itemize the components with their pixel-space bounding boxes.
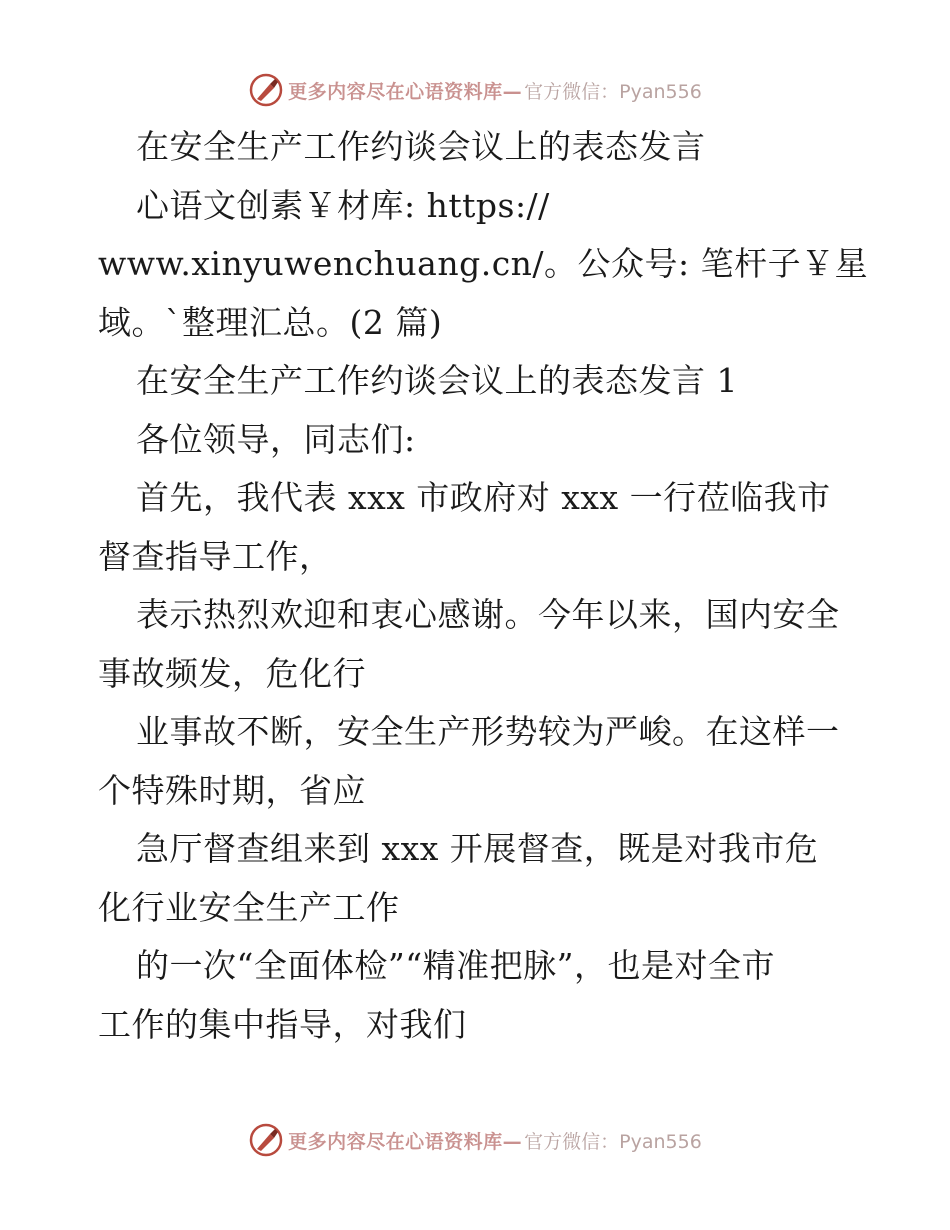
doc-line: 首先，我代表 xxx 市政府对 xxx 一行莅临我市: [136, 478, 831, 517]
doc-line: 急厅督查组来到 xxx 开展督查，既是对我市危: [136, 829, 819, 868]
doc-line: www.xinyuwenchuang.cn/。公众号: 笔杆子￥星: [98, 244, 869, 283]
doc-line: 表示热烈欢迎和衷心感谢。今年以来，国内安全: [136, 595, 840, 634]
pen-nib-logo-icon: [248, 72, 284, 108]
banner-text: 更多内容尽在心语资料库—: [288, 1130, 523, 1153]
document-body: [98, 118, 869, 1054]
doc-line: 督查指导工作，: [98, 536, 333, 576]
doc-line: 工作的集中指导，对我们: [98, 1004, 467, 1044]
doc-line: 业事故不断，安全生产形势较为严峻。在这样一: [136, 712, 840, 751]
doc-line: 个特殊时期，省应: [98, 770, 366, 810]
doc-line: 事故频发，危化行: [98, 653, 366, 693]
pen-nib-logo-icon: [248, 1122, 284, 1158]
banner-text: 更多内容尽在心语资料库—: [288, 80, 523, 103]
banner-wechat: 官方微信：Pyan556: [524, 1130, 702, 1153]
doc-line: 化行业安全生产工作: [98, 887, 400, 927]
doc-subtitle: 在安全生产工作约谈会议上的表态发言 1: [136, 361, 738, 400]
banner-wechat: 官方微信：Pyan556: [524, 80, 702, 103]
doc-line: 域。`整理汇总。(2 篇): [98, 302, 443, 342]
doc-line: 各位领导，同志们:: [136, 419, 416, 459]
header-banner: [0, 70, 950, 110]
doc-title: 在安全生产工作约谈会议上的表态发言: [136, 127, 706, 166]
doc-line: 的一次“全面体检”“精准把脉”，也是对全市: [136, 946, 775, 985]
footer-banner: [0, 1120, 950, 1160]
doc-line: 心语文创素￥材库: https://: [136, 185, 550, 225]
